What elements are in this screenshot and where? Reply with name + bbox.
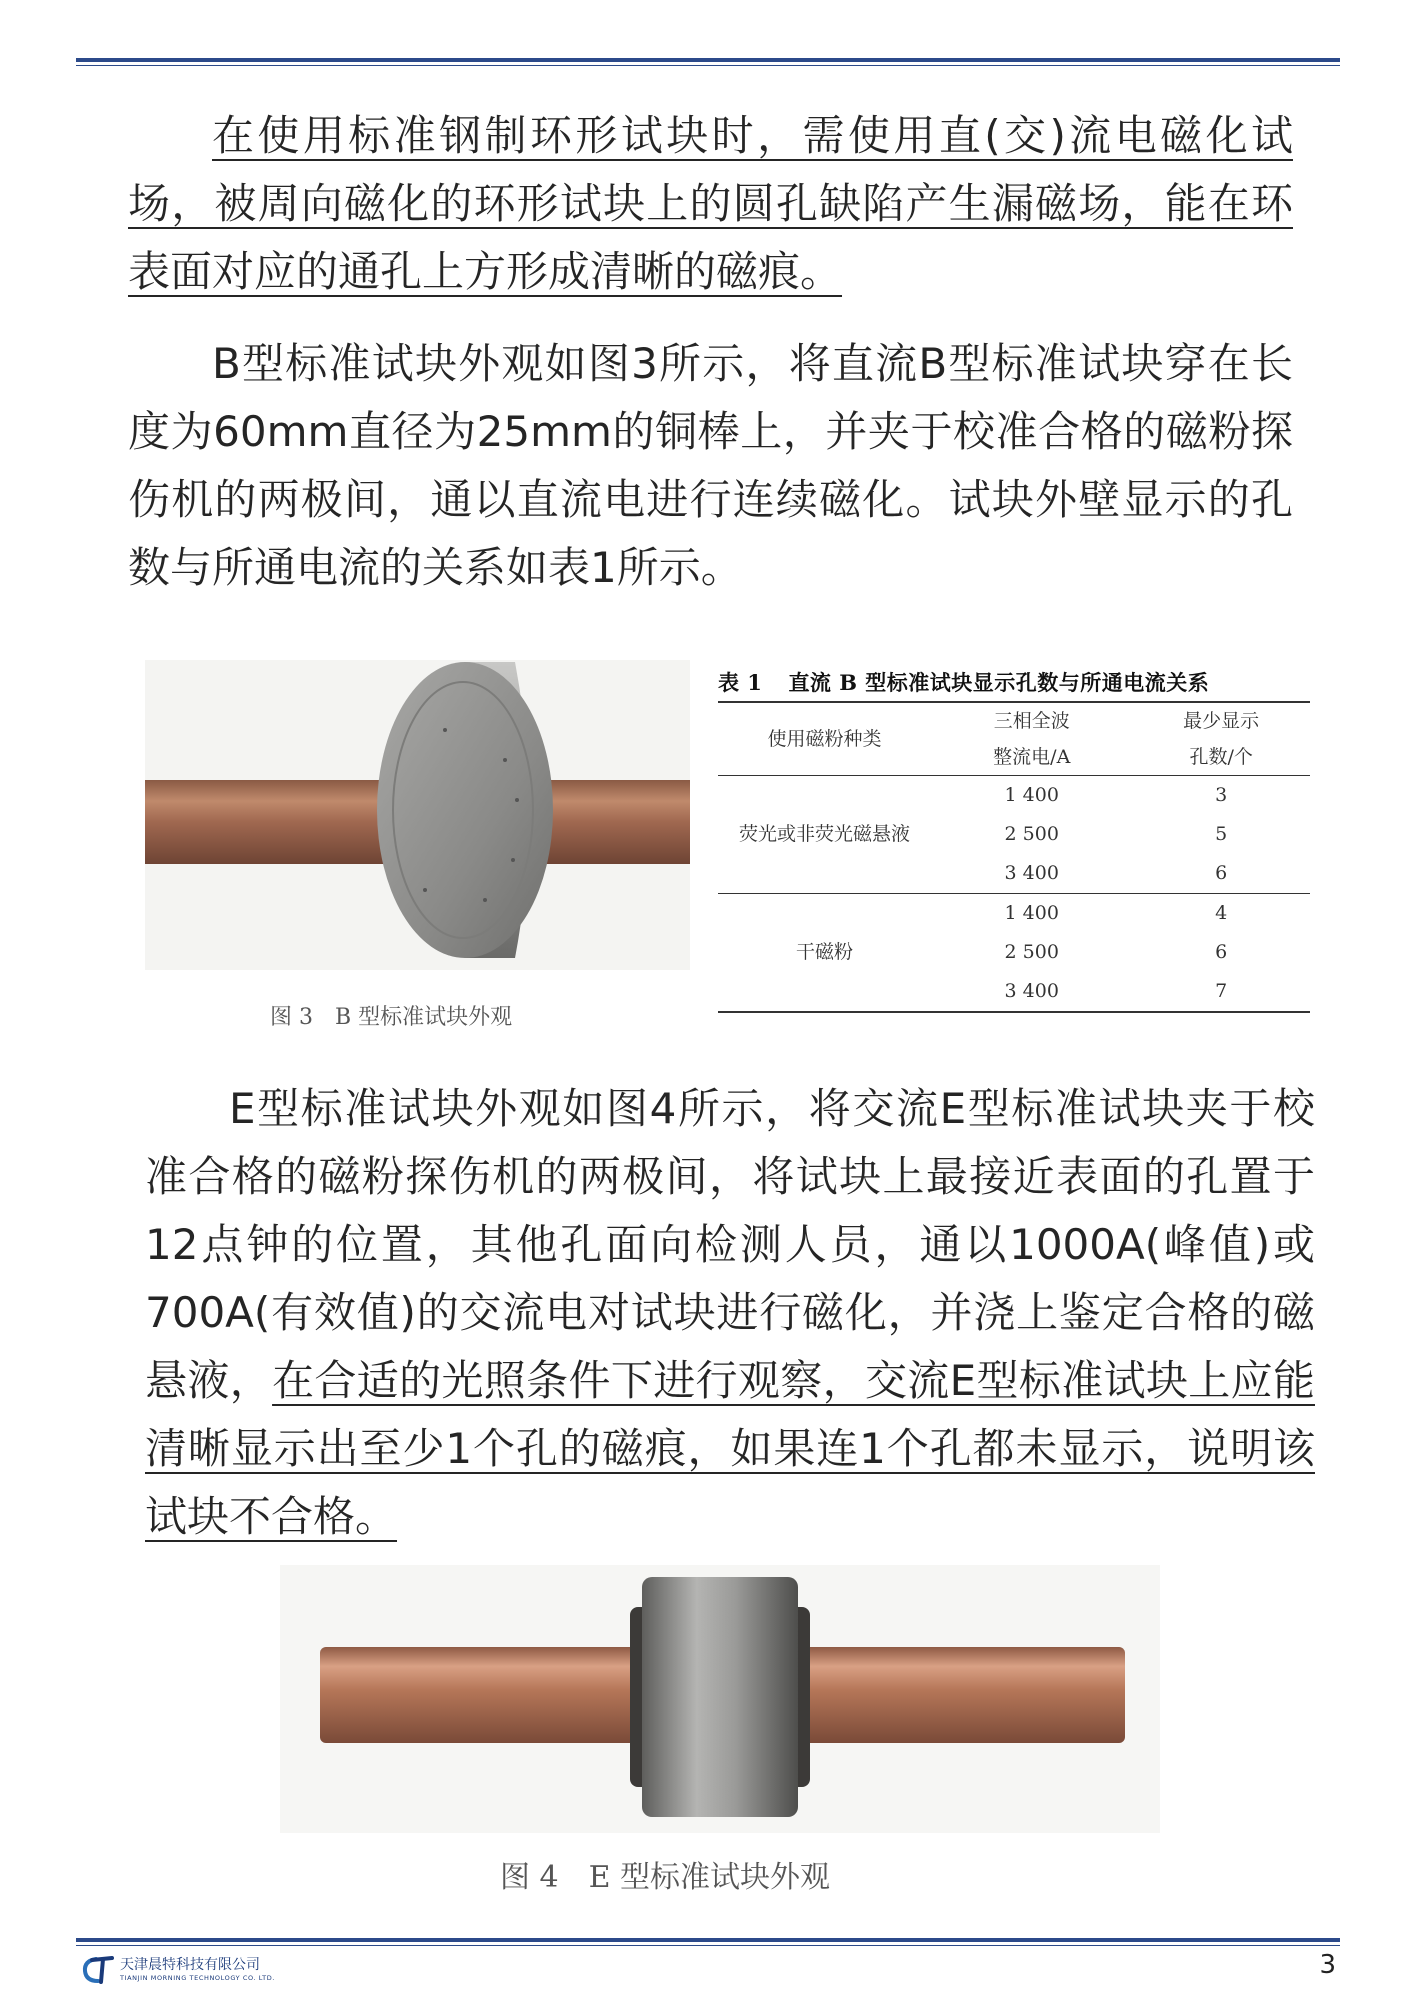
table-cell-holes: 6 xyxy=(1215,941,1228,963)
figure-4-e-type-block-photo xyxy=(280,1565,1160,1833)
paragraph-e-type-block-text: E型标准试块外观如图4所示，将交流E型标准试块夹于校准合格的磁粉探伤机的两极间，将试块上最接近表面的孔置于12点钟的位置，其他孔面向检测人员，通以1000A(峰值)或700A(有效值)的交流电对试块进行磁化，并浇上鉴定合格的磁悬液， xyxy=(145,1084,1315,1405)
table-row xyxy=(718,776,1310,816)
table-cell-current: 3 400 xyxy=(931,972,1132,1012)
table-cell-powder: 荧光或非荧光磁悬液 xyxy=(718,776,931,894)
table-1-number: 表 1 xyxy=(718,670,763,695)
company-name-cn: 天津晨特科技有限公司 xyxy=(120,1957,260,1973)
table-1 xyxy=(718,665,1310,1013)
table-1-title xyxy=(718,665,1310,701)
table-cell-holes: 6 xyxy=(1132,854,1310,894)
table-header-current-line2: 整流电/A xyxy=(931,739,1132,776)
footer-rule-thin xyxy=(76,1945,1340,1946)
figure-3-caption: 图 3 B 型标准试块外观 xyxy=(270,1005,513,1030)
table-1-title-text: 直流 B 型标准试块显示孔数与所通电流关系 xyxy=(788,670,1210,695)
table-cell-current: 1 400 xyxy=(1004,784,1059,806)
table-header-holes-line2: 孔数/个 xyxy=(1132,739,1310,776)
table-cell-current: 3 400 xyxy=(931,854,1132,894)
table-cell-current: 2 500 xyxy=(1004,823,1059,845)
table-cell-holes: 5 xyxy=(1215,823,1228,845)
paragraph-ring-block xyxy=(128,102,1293,306)
paragraph-e-type-block-underlined: 在合适的光照条件下进行观察，交流E型标准试块上应能清晰显示出至少1个孔的磁痕，如果连1个孔都未显示，说明该试块不合格。 xyxy=(145,1356,1315,1541)
table-cell-current: 2 500 xyxy=(1004,941,1059,963)
table-1-grid xyxy=(718,701,1310,1013)
paragraph-ring-block-text: 在使用标准钢制环形试块时，需使用直(交)流电磁化试场，被周向磁化的环形试块上的圆孔缺陷产生漏磁场，能在环表面对应的通孔上方形成清晰的磁痕。 xyxy=(128,111,1293,296)
figure-3-b-type-block-photo xyxy=(145,660,690,970)
table-cell-current: 1 400 xyxy=(1004,902,1059,924)
table-header-powder: 使用磁粉种类 xyxy=(718,702,931,776)
table-cell-holes: 4 xyxy=(1215,902,1228,924)
table-cell-holes: 3 xyxy=(1215,784,1228,806)
table-cell-powder: 干磁粉 xyxy=(718,894,931,1013)
table-row xyxy=(718,894,1310,934)
company-name-en: TIANJIN MORNING TECHNOLOGY CO. LTD. xyxy=(120,1974,275,1982)
footer-rule xyxy=(76,1938,1340,1942)
figure-4-caption: 图 4 E 型标准试块外观 xyxy=(500,1860,831,1895)
paragraph-b-type-block: B型标准试块外观如图3所示，将直流B型标准试块穿在长度为60mm直径为25mm的铜棒上，并夹于校准合格的磁粉探伤机的两极间，通以直流电进行连续磁化。试块外壁显示的孔数与所通电流的关系如表1所示。 xyxy=(128,339,1293,592)
header-rule xyxy=(76,58,1340,62)
header-rule-thin xyxy=(76,65,1340,66)
page-number: 3 xyxy=(1319,1950,1336,1980)
table-header-holes-line1: 最少显示 xyxy=(1132,702,1310,739)
company-logo xyxy=(80,1955,275,1985)
table-cell-holes: 7 xyxy=(1132,972,1310,1012)
table-header-current-line1: 三相全波 xyxy=(931,702,1132,739)
company-logo-icon xyxy=(80,1955,114,1985)
paragraph-e-type-block xyxy=(145,1075,1315,1551)
